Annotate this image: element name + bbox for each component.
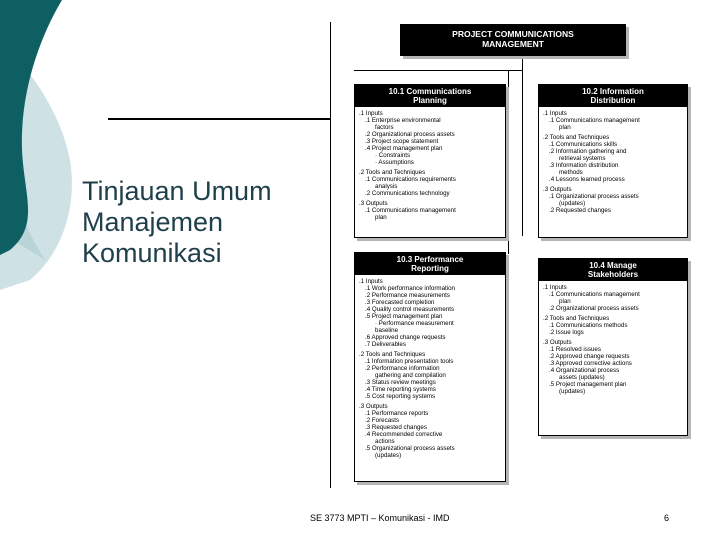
box-line: .4 Time reporting systems bbox=[365, 386, 436, 393]
slide-footer: SE 3773 MPTI – Komunikasi - IMD bbox=[310, 513, 450, 523]
box-line: · Performance measurement bbox=[375, 320, 454, 327]
box-line: methods bbox=[559, 169, 583, 176]
box-line: .2 Performance measurements bbox=[365, 292, 450, 299]
top-process-box bbox=[400, 24, 626, 56]
box-line: .1 Communications requirements bbox=[365, 176, 456, 183]
box-line: .2 Tools and Techniques bbox=[359, 351, 426, 358]
box-line: .5 Organizational process assets bbox=[365, 445, 455, 452]
box-line: .3 Status review meetings bbox=[365, 379, 436, 386]
box-line: .3 Project scope statement bbox=[365, 138, 439, 145]
box-line: .4 Project management plan bbox=[365, 145, 443, 152]
box-line: plan bbox=[559, 298, 571, 305]
box-line: .1 Work performance information bbox=[365, 285, 455, 292]
box-line: assets (updates) bbox=[559, 374, 605, 381]
slide-title bbox=[82, 176, 322, 269]
connector-line bbox=[508, 70, 509, 254]
box-line: .1 Communications management bbox=[365, 207, 456, 214]
connector-line bbox=[354, 70, 522, 71]
process-box-communications-planning bbox=[354, 84, 506, 238]
process-box-information-distribution bbox=[538, 84, 688, 238]
box-line: .1 Inputs bbox=[543, 284, 567, 291]
box-title: Stakeholders bbox=[587, 270, 639, 279]
box-line: .7 Deliverables bbox=[365, 341, 406, 348]
box-title: Distribution bbox=[590, 96, 636, 105]
box-line: .2 Issue logs bbox=[549, 329, 584, 336]
box-line: .2 Organizational process assets bbox=[549, 305, 639, 312]
box-line: .2 Tools and Techniques bbox=[543, 315, 610, 322]
process-box-manage-stakeholders bbox=[538, 258, 688, 436]
slide-title-line: Komunikasi bbox=[82, 238, 222, 268]
box-line: .6 Approved change requests bbox=[365, 334, 446, 341]
page-number: 6 bbox=[664, 513, 670, 523]
box-line: .1 Inputs bbox=[543, 110, 567, 117]
box-line: (updates) bbox=[375, 452, 402, 459]
box-line: .2 Information gathering and bbox=[549, 148, 627, 155]
box-line: .4 Recommended corrective bbox=[365, 431, 443, 438]
box-line: actions bbox=[375, 438, 395, 445]
box-line: .5 Cost reporting systems bbox=[365, 393, 436, 400]
box-line: .1 Organizational process assets bbox=[549, 193, 639, 200]
box-line: plan bbox=[559, 124, 571, 131]
box-line: (updates) bbox=[559, 200, 586, 207]
slide-title-line: Tinjauan Umum bbox=[82, 176, 272, 206]
box-line: baseline bbox=[375, 327, 399, 334]
process-box-performance-reporting bbox=[354, 252, 506, 482]
box-line: .5 Project management plan bbox=[365, 313, 443, 320]
box-line: .1 Communications management bbox=[549, 117, 640, 124]
box-title: Planning bbox=[413, 96, 447, 105]
box-line: .3 Requested changes bbox=[365, 424, 427, 431]
box-line: · Constraints bbox=[375, 152, 411, 159]
box-line: .2 Communications technology bbox=[365, 190, 450, 197]
box-line: .1 Communications methods bbox=[549, 322, 628, 329]
box-line: .2 Requested changes bbox=[549, 207, 611, 214]
diagram-left-border bbox=[330, 22, 331, 488]
box-line: .2 Tools and Techniques bbox=[543, 134, 610, 141]
box-line: .2 Approved change requests bbox=[549, 353, 630, 360]
box-line: .1 Communications management bbox=[549, 291, 640, 298]
box-line: .2 Forecasts bbox=[365, 417, 400, 424]
box-line: .3 Outputs bbox=[543, 186, 572, 193]
box-line: .1 Inputs bbox=[359, 278, 383, 285]
box-line: .1 Inputs bbox=[359, 110, 383, 117]
box-title: 10.3 Performance bbox=[396, 255, 464, 264]
box-line: .3 Outputs bbox=[543, 339, 572, 346]
communications-management-diagram bbox=[330, 22, 700, 488]
box-line: .3 Information distribution bbox=[549, 162, 619, 169]
box-line: .3 Forecasted completion bbox=[365, 299, 435, 306]
box-line: .2 Performance information bbox=[365, 365, 440, 372]
box-line: .2 Tools and Techniques bbox=[359, 169, 426, 176]
box-title: 10.4 Manage bbox=[589, 261, 637, 270]
box-line: .2 Organizational process assets bbox=[365, 131, 455, 138]
box-line: factors bbox=[375, 124, 394, 131]
box-line: .3 Outputs bbox=[359, 403, 388, 410]
box-line: .1 Performance reports bbox=[365, 410, 429, 417]
box-line: retrieval systems bbox=[559, 155, 606, 162]
connector-line bbox=[522, 54, 523, 236]
box-line: .3 Approved corrective actions bbox=[549, 360, 632, 367]
top-box-title: PROJECT COMMUNICATIONS bbox=[452, 29, 574, 39]
title-rule-line bbox=[108, 118, 330, 120]
box-title: 10.1 Communications bbox=[388, 87, 472, 96]
box-line: .4 Lessons learned process bbox=[549, 176, 625, 183]
box-line: .5 Project management plan bbox=[549, 381, 627, 388]
slide-title-line: Manajemen bbox=[82, 207, 224, 237]
box-line: gathering and compilation bbox=[375, 372, 446, 379]
box-line: (updates) bbox=[559, 388, 586, 395]
box-title: Reporting bbox=[411, 264, 449, 273]
box-line: .1 Enterprise environmental bbox=[365, 117, 441, 124]
box-title: 10.2 Information bbox=[582, 87, 644, 96]
box-line: .1 Information presentation tools bbox=[365, 358, 454, 365]
box-line: · Assumptions bbox=[375, 159, 414, 166]
box-line: .1 Communications skills bbox=[549, 141, 618, 148]
top-box-title: MANAGEMENT bbox=[482, 39, 544, 49]
box-line: .4 Organizational process bbox=[549, 367, 620, 374]
box-line: .3 Outputs bbox=[359, 200, 388, 207]
box-line: .4 Quality control measurements bbox=[365, 306, 455, 313]
box-line: analysis bbox=[375, 183, 398, 190]
box-line: .1 Resolved issues bbox=[549, 346, 601, 353]
box-line: plan bbox=[375, 214, 387, 221]
